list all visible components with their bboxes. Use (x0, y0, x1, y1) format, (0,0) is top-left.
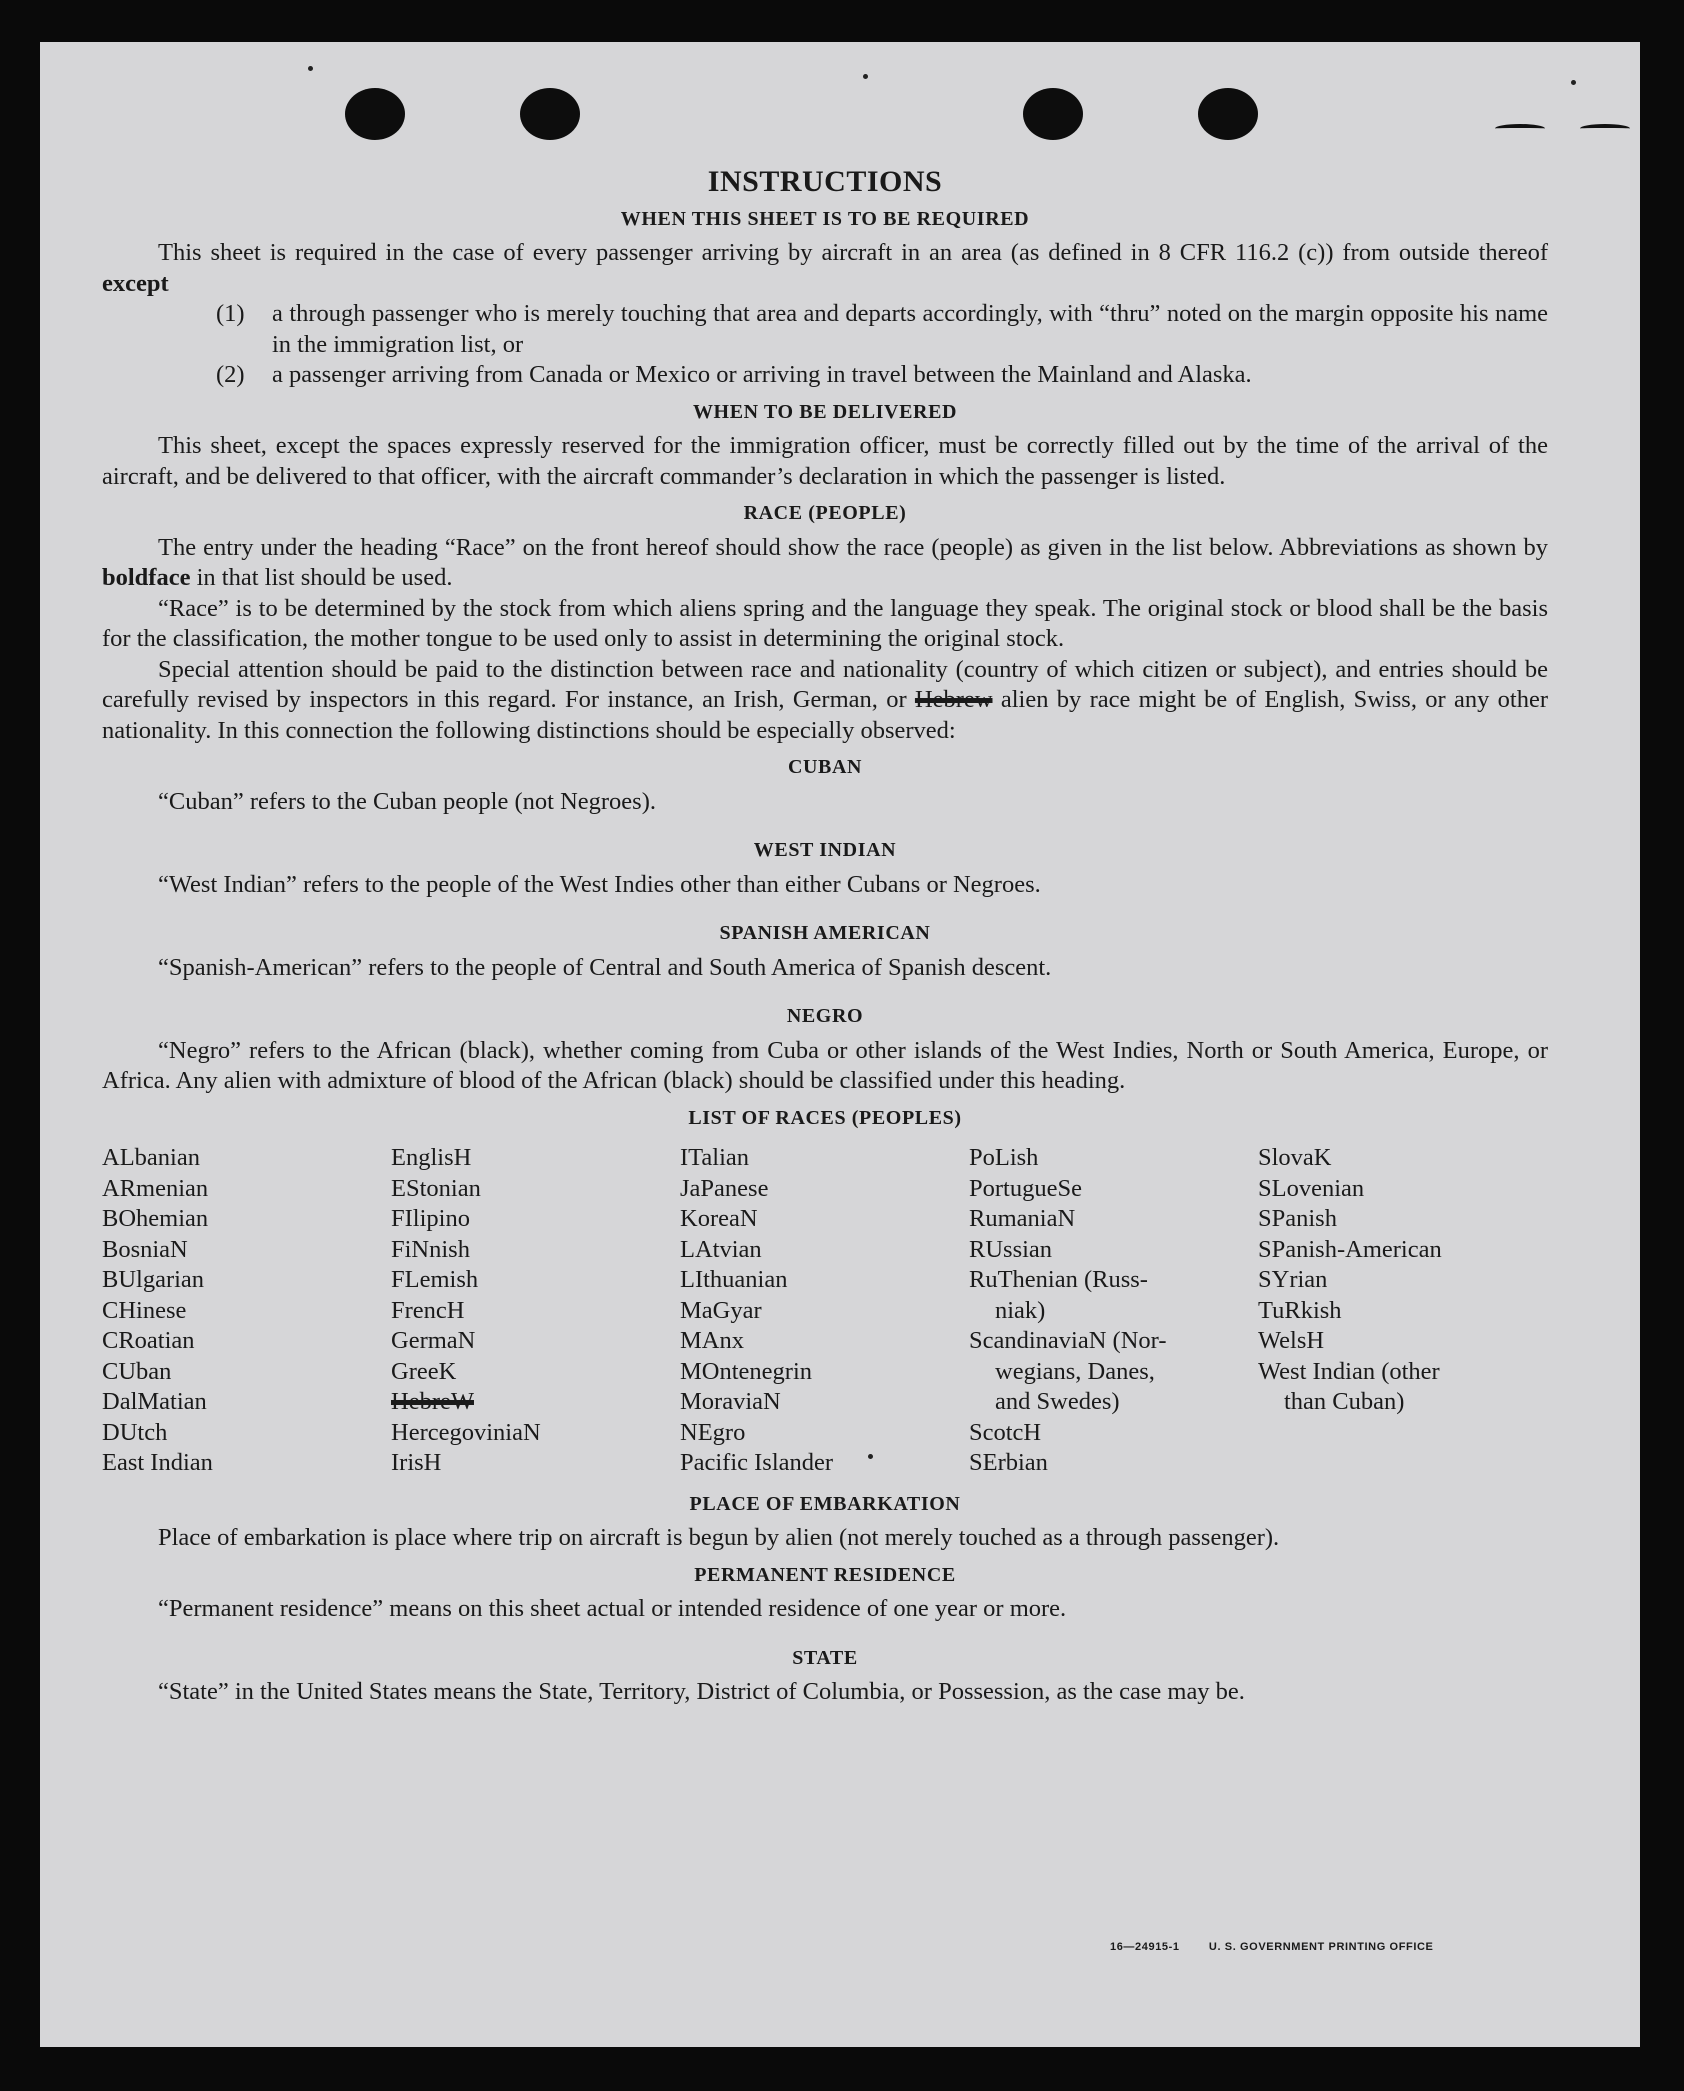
punch-hole (1023, 88, 1083, 140)
speck (1571, 80, 1576, 85)
race-entry: LAtvian (680, 1235, 762, 1263)
heading-list-of-races: LIST OF RACES (PEOPLES) (688, 1106, 962, 1129)
race-entry: FiNnish (391, 1235, 470, 1263)
heading-when-required: WHEN THIS SHEET IS TO BE REQUIRED (620, 207, 1030, 230)
race-entry: ITalian (680, 1144, 750, 1171)
race-entry: TuRkish (1258, 1296, 1342, 1324)
race-entry: EnglisH (391, 1144, 472, 1171)
state-text: “State” in the United States means the State, Territory, District of Columbia, or Possession, as the case may be. (158, 1678, 1245, 1705)
cuban-text: “Cuban” refers to the Cuban people (not Negroes). (158, 787, 656, 815)
race-entry: WelsH (1258, 1327, 1325, 1354)
corner-mark (1495, 124, 1545, 133)
punch-hole (1198, 88, 1258, 140)
spanish-american-text: “Spanish-American” refers to the people of Central and South America of Spanish descent. (158, 953, 1052, 981)
when-required-intro: This sheet is required in the case of every passenger arriving by aircraft in an area (as defined in 8 CFR 116.2 (c)) from outside thereof except (102, 239, 1548, 297)
item-text: a passenger arriving from Canada or Mexico or arriving in travel between the Mainland and Alaska. (272, 361, 1252, 388)
race-entry: RUssian (969, 1235, 1053, 1263)
speck (863, 74, 868, 79)
race-entry: ScandinaviaN (Nor- (969, 1327, 1167, 1354)
heading-spanish-american: SPANISH AMERICAN (719, 922, 931, 944)
item-text: a through passenger who is merely touching that area and departs accordingly, with “thru” noted on the margin opposite his name in the immigration list, or (272, 300, 1548, 358)
race-entry: niak) (995, 1296, 1046, 1324)
race-entry: SPanish-American (1258, 1235, 1442, 1263)
race-entry: MoraviaN (680, 1388, 781, 1415)
race-entry: and Swedes) (995, 1388, 1120, 1415)
race-entry: than Cuban) (1284, 1388, 1405, 1415)
race-paragraph-2: “Race” is to be determined by the stock from which aliens spring and the language they speak. The original stock or blood shall be the basis for the classification, the mother tongue to be used only to assist in determining the original stock. (102, 594, 1548, 652)
race-paragraph-1: The entry under the heading “Race” on the front hereof should show the race (people) as given in the list below. Abbreviations as shown by boldface in that list should be used. (102, 533, 1548, 591)
race-entry: RuThenian (Russ- (969, 1266, 1148, 1293)
race-entry: HercegoviniaN (391, 1418, 541, 1446)
document-sheet (40, 42, 1640, 2047)
struck-word: Hebrew (914, 686, 993, 713)
race-entry: NEgro (680, 1418, 746, 1446)
instructions-content (102, 167, 1548, 1708)
form-number: 16—24915-1 (1110, 1941, 1180, 1953)
race-entry: Pacific Islander (680, 1449, 834, 1476)
when-delivered-text: This sheet, except the spaces expressly reserved for the immigration officer, must be correctly filled out by the time of the arrival of the aircraft, and be delivered to that officer, with the aircraft commander’s declaration in which the passenger is listed. (102, 432, 1548, 490)
heading-when-delivered: WHEN TO BE DELIVERED (692, 400, 958, 423)
race-entry: CRoatian (102, 1327, 195, 1354)
heading-negro: NEGRO (786, 1005, 864, 1027)
race-entry: SPanish (1258, 1205, 1337, 1232)
race-entry: FrencH (391, 1296, 465, 1324)
race-entry: KoreaN (680, 1205, 758, 1232)
race-entry: MAnx (680, 1327, 744, 1354)
race-entry: IrisH (391, 1449, 442, 1476)
race-list (102, 1143, 1548, 1479)
race-entry: GermaN (391, 1327, 476, 1354)
item-number: (1) (216, 300, 245, 327)
race-entry: East Indian (102, 1449, 213, 1476)
race-entry: CUban (102, 1357, 172, 1385)
heading-permanent-residence: PERMANENT RESIDENCE (694, 1563, 956, 1586)
race-entry: EStonian (391, 1174, 481, 1202)
race-entry: BOhemian (102, 1205, 209, 1232)
race-entry: CHinese (102, 1296, 187, 1324)
race-entry: SLovenian (1258, 1174, 1365, 1202)
corner-mark (1580, 124, 1630, 133)
negro-text: “Negro” refers to the African (black), whether coming from Cuba or other islands of the West Indies, North or South America, Europe, or Africa. Any alien with admixture of blood of the African (black) should be classified under this heading. (102, 1036, 1548, 1094)
race-entry: HebreW (391, 1388, 474, 1415)
race-entry: JaPanese (680, 1174, 769, 1202)
heading-west-indian: WEST INDIAN (753, 839, 897, 861)
race-entry: MOntenegrin (680, 1357, 812, 1385)
exception-item (216, 360, 1548, 391)
race-entry: PoLish (969, 1144, 1039, 1171)
race-entry: GreeK (391, 1357, 457, 1385)
race-entry: DUtch (102, 1418, 168, 1446)
race-entry: ScotcH (969, 1418, 1042, 1446)
race-entry: RumaniaN (969, 1205, 1076, 1232)
race-entry: FIlipino (391, 1205, 470, 1232)
race-column (102, 1143, 391, 1479)
form-footer (1110, 1941, 1433, 1953)
heading-race: RACE (PEOPLE) (743, 502, 907, 524)
race-entry: SErbian (969, 1449, 1048, 1476)
race-paragraph-3: Special attention should be paid to the distinction between race and nationality (country of which citizen or subject), and entries should be carefully revised by inspectors in this regard. For instance, an Irish, German, or Hebrew alien by race might be of English, Swiss, or any other nationality. In this connection the following distinctions should be especially observed: (102, 655, 1549, 744)
residence-text: “Permanent residence” means on this sheet actual or intended residence of one year or more. (158, 1595, 1067, 1622)
race-entry: LIthuanian (680, 1266, 788, 1293)
punch-hole (520, 88, 580, 140)
page-title: INSTRUCTIONS (707, 165, 943, 198)
race-entry: wegians, Danes, (995, 1357, 1155, 1385)
race-entry: SlovaK (1258, 1144, 1332, 1171)
race-entry: PortugueSe (969, 1174, 1082, 1202)
race-column (1258, 1143, 1548, 1479)
printer-imprint: U. S. GOVERNMENT PRINTING OFFICE (1208, 1941, 1434, 1953)
race-column (680, 1143, 969, 1479)
exception-item (216, 299, 1548, 360)
west-indian-text: “West Indian” refers to the people of the West Indies other than either Cubans or Negroes. (158, 870, 1041, 898)
race-column (391, 1143, 680, 1479)
item-number: (2) (216, 361, 245, 388)
race-entry: FLemish (391, 1266, 479, 1293)
race-entry: BUlgarian (102, 1266, 205, 1293)
race-entry: ARmenian (102, 1174, 209, 1202)
race-entry: DalMatian (102, 1388, 207, 1415)
speck (308, 66, 313, 71)
race-entry: ALbanian (102, 1144, 200, 1171)
embarkation-text: Place of embarkation is place where trip on aircraft is begun by alien (not merely touched as a through passenger). (158, 1524, 1280, 1551)
race-entry: SYrian (1258, 1266, 1328, 1293)
race-entry: MaGyar (680, 1296, 762, 1324)
heading-state: STATE (792, 1646, 858, 1669)
race-entry: BosniaN (102, 1235, 188, 1263)
heading-cuban: CUBAN (787, 756, 863, 778)
heading-embarkation: PLACE OF EMBARKATION (689, 1492, 961, 1515)
race-entry: West Indian (other (1258, 1357, 1440, 1385)
race-column (969, 1143, 1258, 1479)
punch-hole (345, 88, 405, 140)
